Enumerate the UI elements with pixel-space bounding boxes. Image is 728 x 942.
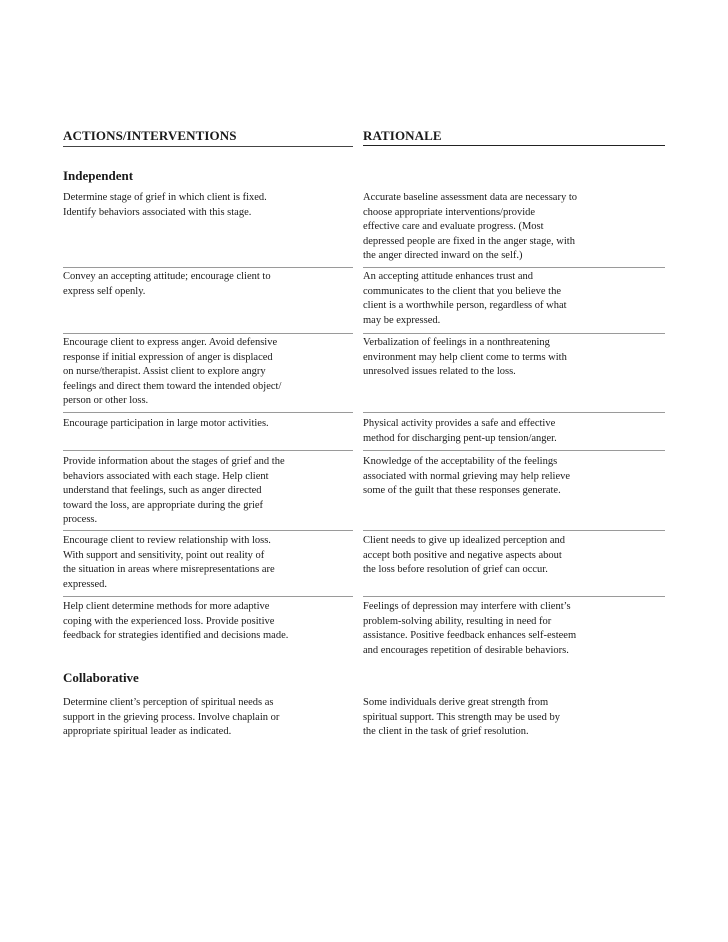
row-divider (363, 267, 665, 268)
rationale-cell: Physical activity provides a safe and effective method for discharging pent-up tension/anger. (363, 418, 557, 444)
rationale-cell: Knowledge of the acceptability of the feelings associated with normal grieving may help relieve some of the guilt that these responses generate. (363, 456, 571, 497)
action-cell: Help client determine methods for more adaptive coping with the experienced loss. Provide positive feedback for strategies identified and decisions made. (63, 601, 289, 642)
row-divider (63, 412, 353, 413)
action-cell: Encourage participation in large motor activities. (63, 418, 269, 429)
action-cell: Provide information about the stages of grief and the behaviors associated with each stage. Help client understand that feelings, such as anger directed toward the loss, are appropriate during the grief process. (63, 456, 285, 526)
rationale-cell: Client needs to give up idealized perception and accept both positive and negative aspects about the loss before resolution of grief can occur. (363, 535, 566, 576)
rationale-cell: Accurate baseline assessment data are necessary to choose appropriate interventions/provide effective care and evaluate progress. (Most depressed people are fixed in the anger stage, with the anger directed inward on the self.) (363, 192, 577, 262)
action-cell: Encourage client to express anger. Avoid defensive response if initial expression of anger is displaced on nurse/therapist. Assist client to explore angry feelings and direct them toward the intended object/ person or other loss. (63, 337, 282, 407)
row-divider (363, 596, 665, 597)
action-cell: Determine client’s perception of spiritual needs as support in the grieving process. Involve chaplain or appropriate spiritual leader as indicated. (63, 697, 280, 738)
header-rule-right (363, 145, 665, 146)
action-cell: Convey an accepting attitude; encourage client to express self openly. (63, 271, 271, 297)
action-cell: Encourage client to review relationship with loss. With support and sensitivity, point out reality of the situation in areas where misrepresentations are expressed. (63, 535, 275, 590)
action-cell: Determine stage of grief in which client is fixed. Identify behaviors associated with this stage. (63, 192, 267, 218)
row-divider (63, 267, 353, 268)
section-heading-independent: Independent (63, 168, 134, 183)
row-divider (63, 530, 353, 531)
rationale-cell: Verbalization of feelings in a nonthreatening environment may help client come to terms with unresolved issues related to the loss. (363, 337, 567, 378)
actions-interventions-heading: ACTIONS/INTERVENTIONS (63, 128, 237, 143)
row-divider (363, 333, 665, 334)
table-header (63, 128, 665, 146)
row-divider (363, 530, 665, 531)
rationale-cell: Some individuals derive great strength from spiritual support. This strength may be used by the client in the task of grief resolution. (363, 697, 560, 738)
row-divider (363, 450, 665, 451)
row-divider (63, 333, 353, 334)
section-heading-collaborative: Collaborative (63, 670, 139, 685)
header-rule-left (63, 146, 353, 147)
rationale-heading: RATIONALE (363, 128, 442, 143)
row-divider (63, 596, 353, 597)
rationale-cell: Feelings of depression may interfere with client’s problem-solving ability, resulting in need for assistance. Positive feedback enhances self-esteem and encourages repetition of desirable behaviors. (363, 601, 577, 656)
rationale-cell: An accepting attitude enhances trust and communicates to the client that you believe the client is a worthwhile person, regardless of what may be expressed. (363, 271, 567, 326)
row-divider (63, 450, 353, 451)
row-divider (363, 412, 665, 413)
